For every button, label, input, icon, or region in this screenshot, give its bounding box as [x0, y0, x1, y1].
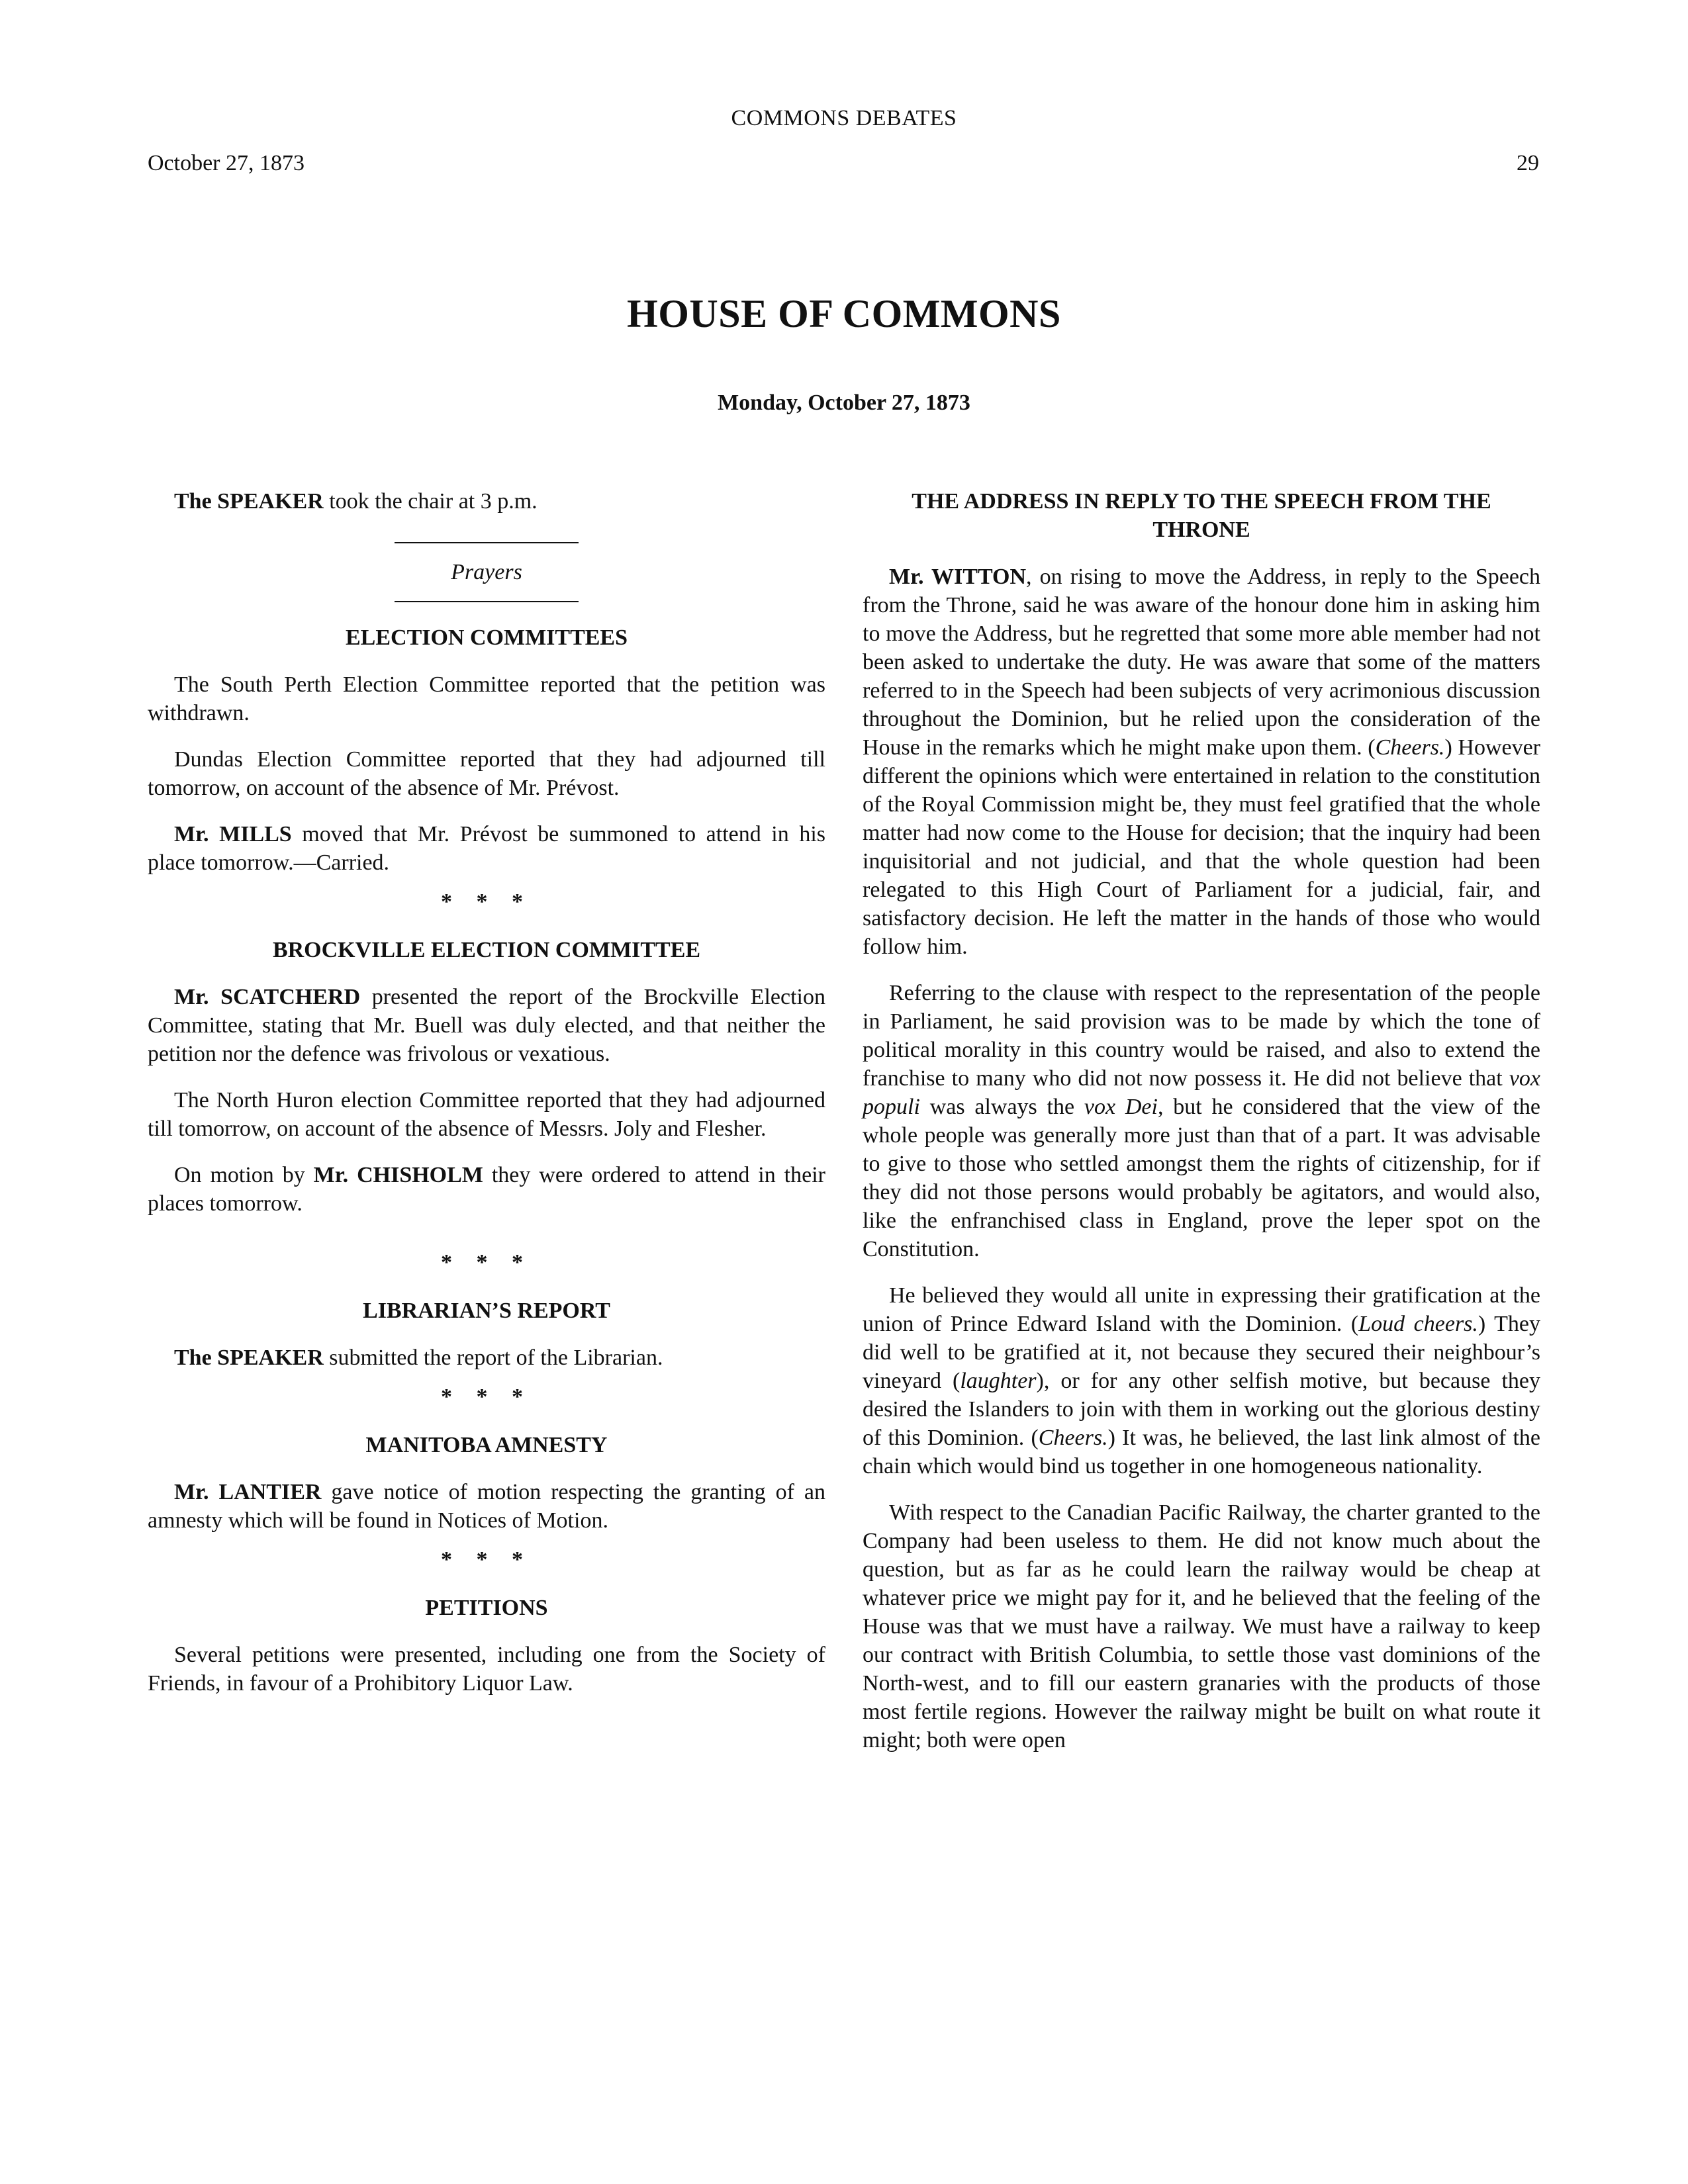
paragraph: The SPEAKER submitted the report of the Librarian.	[174, 1345, 663, 1370]
right-column	[863, 487, 1540, 1754]
paragraph: The North Huron election Committee reported that they had adjourned till tomorrow, on account of the absence of Messrs. Joly and Flesher.	[148, 1088, 825, 1141]
paragraph: Several petitions were presented, including one from the Society of Friends, in favour of a Prohibitory Liquor Law.	[148, 1643, 825, 1696]
paragraph: On motion by Mr. CHISHOLM they were ordered to attend in their places tomorrow.	[148, 1163, 825, 1216]
page-title: HOUSE OF COMMONS	[627, 292, 1061, 336]
section-heading-address-reply: THE ADDRESS IN REPLY TO THE SPEECH FROM THE THRONE	[912, 489, 1491, 542]
section-heading-brockville: BROCKVILLE ELECTION COMMITTEE	[272, 938, 701, 962]
section-heading-election-committees: ELECTION COMMITTEES	[345, 625, 628, 650]
section-heading-manitoba: MANITOBA AMNESTY	[365, 1433, 608, 1457]
paragraph: Mr. LANTIER gave notice of motion respecting the granting of an amnesty which will be found in Notices of Motion.	[148, 1480, 825, 1533]
page-number: 29	[1517, 151, 1539, 175]
divider-rule	[395, 601, 579, 602]
paragraph: Mr. WITTON, on rising to move the Address, in reply to the Speech from the Throne, said he was aware of the honour done him in asking him to move the Address, but he regretted that some more able member had not been asked to undertake the duty. He was aware that some of the matters referred to in the Speech had been subjects of very acrimonious discussion throughout the Dominion, but he relied upon the consideration of the House in the remarks which he might make upon them. (Cheers.) However different the opinions which were entertained in relation to the constitution of the Royal Commission might be, they must feel gratified that the whole matter had now come to the House for decision; that the inquiry had been inquisitorial and not judicial, and that the whole question had been relegated to this High Court of Parliament for a judicial, fair, and satisfactory decision. He left the matter in the hands of those who would follow him.	[863, 565, 1540, 959]
sitting-date: Monday, October 27, 1873	[718, 390, 970, 415]
section-separator: * * *	[441, 1385, 532, 1409]
section-separator: * * *	[441, 1250, 532, 1275]
member-name: Mr. CHISHOLM	[313, 1163, 483, 1187]
left-column	[148, 487, 825, 1698]
member-name: Mr. LANTIER	[174, 1480, 322, 1504]
paragraph: Dundas Election Committee reported that they had adjourned till tomorrow, on account of the absence of Mr. Prévost.	[148, 747, 825, 800]
paragraph: The South Perth Election Committee reported that the petition was withdrawn.	[148, 672, 825, 725]
divider-rule	[395, 542, 579, 543]
paragraph: Mr. MILLS moved that Mr. Prévost be summoned to attend in his place tomorrow.—Carried.	[148, 822, 825, 875]
paragraph: He believed they would all unite in expressing their gratification at the union of Prince Edward Island with the Dominion. (Loud cheers.) They did well to be gratified at it, not because they secured their neighbour’s vineyard (laughter), or for any other selfish motive, but because they desired the Islanders to join with them in working out the glorious destiny of this Dominion. (Cheers.) It was, he believed, the last link almost of the chain which would bind us together in one homogeneous nationality.	[863, 1283, 1540, 1479]
paragraph: Mr. SCATCHERD presented the report of the Brockville Election Committee, stating that Mr. Buell was duly elected, and that neither the petition nor the defence was frivolous or vexatious.	[148, 985, 825, 1066]
paragraph: Referring to the clause with respect to the representation of the people in Parliament, he said provision was to be made by which the tone of political morality in this country would be raised, and also to extend the franchise to many who did not now possess it. He did not believe that vox populi was always the vox Dei, but he considered that the view of the whole people was generally more just than that of a part. It was advisable to give to those who settled amongst them the rights of citizenship, for if they did not those persons would probably be agitators, and would also, like the enfranchised class in England, prove the leper spot on the Constitution.	[863, 981, 1540, 1261]
section-separator: * * *	[441, 1547, 532, 1572]
header-date: October 27, 1873	[148, 151, 305, 175]
speaker-name: The SPEAKER	[174, 489, 324, 514]
section-heading-petitions: PETITIONS	[425, 1596, 548, 1620]
member-name: Mr. SCATCHERD	[174, 985, 361, 1009]
section-heading-librarian: LIBRARIAN’S REPORT	[363, 1298, 610, 1323]
member-name: Mr. MILLS	[174, 822, 292, 846]
prayers-label: Prayers	[451, 560, 522, 584]
member-name: Mr. WITTON	[889, 565, 1027, 589]
speaker-chair-paragraph: The SPEAKER took the chair at 3 p.m.	[174, 489, 538, 514]
member-name: The SPEAKER	[174, 1345, 324, 1370]
paragraph: With respect to the Canadian Pacific Railway, the charter granted to the Company had been useless to them. He did not know much about the question, but as far as he could learn the railway would be cheap at whatever price we might pay for it, and he believed that the feeling of the House was that we must have a railway. We must have a railway to keep our contract with British Columbia, to settle those vast dominions of the North-west, and to fill our eastern granaries with the products of those most fertile regions. However the railway might be built on what route it might; both were open	[863, 1500, 1540, 1752]
section-separator: * * *	[441, 889, 532, 914]
running-title: COMMONS DEBATES	[731, 106, 957, 130]
